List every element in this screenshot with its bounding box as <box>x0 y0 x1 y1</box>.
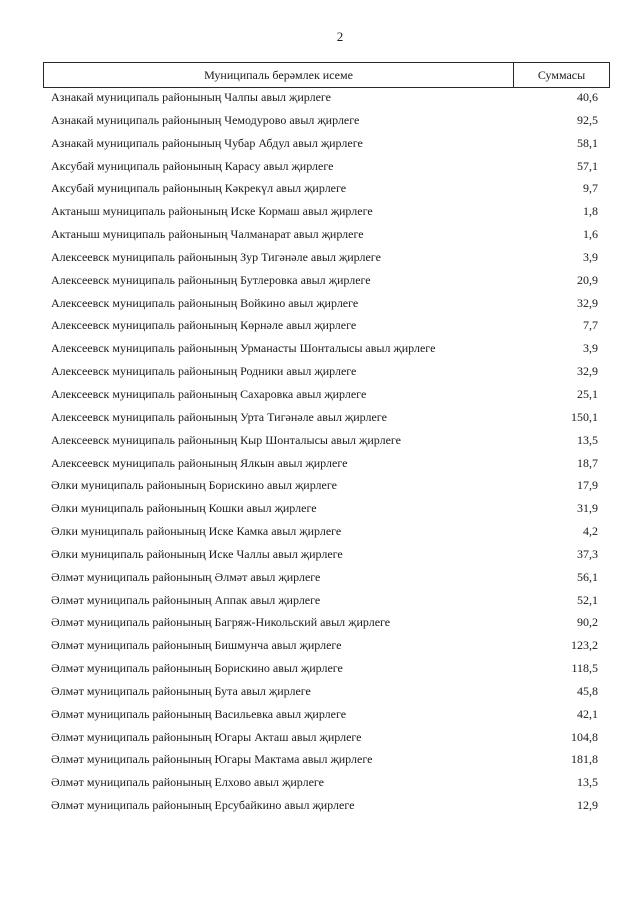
table-row <box>43 135 610 158</box>
table-row <box>43 614 610 637</box>
sum-value: 1,6 <box>583 227 598 242</box>
sum-value: 90,2 <box>577 615 598 630</box>
sum-value: 104,8 <box>571 729 598 744</box>
sum-value: 181,8 <box>571 752 598 767</box>
table-row <box>43 386 610 409</box>
sum-value: 12,9 <box>577 798 598 813</box>
header-municipality-name: Муниципаль берәмлек исеме <box>44 63 514 87</box>
municipality-name: Әлки муниципаль районының Кошки авыл җирлеге <box>51 501 317 516</box>
municipality-name: Әлки муниципаль районының Иске Камка авыл җирлеге <box>51 524 342 539</box>
table-row <box>43 249 610 272</box>
table-row <box>43 592 610 615</box>
municipality-name: Алексеевск муниципаль районының Войкино авыл җирлеге <box>51 295 359 310</box>
sum-value: 58,1 <box>577 135 598 150</box>
table-row <box>43 409 610 432</box>
municipality-name: Әлмәт муниципаль районының Югары Мактама авыл җирлеге <box>51 752 373 767</box>
table-row <box>43 317 610 340</box>
sum-value: 150,1 <box>571 409 598 424</box>
table-row <box>43 477 610 500</box>
sum-value: 20,9 <box>577 272 598 287</box>
table-row <box>43 751 610 774</box>
table-row <box>43 112 610 135</box>
sum-value: 123,2 <box>571 638 598 653</box>
sum-value: 3,9 <box>583 341 598 356</box>
municipality-name: Әлмәт муниципаль районының Әлмәт авыл җирлеге <box>51 569 321 584</box>
sum-value: 1,8 <box>583 204 598 219</box>
sum-value: 17,9 <box>577 478 598 493</box>
municipality-name: Алексеевск муниципаль районының Урманасты Шонталысы авыл җирлеге <box>51 341 436 356</box>
sum-value: 45,8 <box>577 683 598 698</box>
sum-value: 56,1 <box>577 569 598 584</box>
header-sum: Суммасы <box>537 67 586 82</box>
sum-value: 7,7 <box>583 318 598 333</box>
table-row <box>43 569 610 592</box>
table-row <box>43 340 610 363</box>
municipality-name: Аксубай муниципаль районының Карасу авыл җирлеге <box>51 158 334 173</box>
sum-value: 3,9 <box>583 249 598 264</box>
allocation-table <box>43 62 610 820</box>
municipality-name: Әлмәт муниципаль районының Бишмунча авыл җирлеге <box>51 638 342 653</box>
sum-value: 9,7 <box>583 181 598 196</box>
municipality-name: Әлмәт муниципаль районының Аппак авыл җирлеге <box>51 592 321 607</box>
table-body <box>43 89 610 820</box>
table-header <box>43 62 610 88</box>
municipality-name: Алексеевск муниципаль районының Урта Тигәнәле авыл җирлеге <box>51 409 387 424</box>
municipality-name: Әлмәт муниципаль районының Багряж-Никольский авыл җирлеге <box>51 615 391 630</box>
sum-value: 18,7 <box>577 455 598 470</box>
sum-value: 57,1 <box>577 158 598 173</box>
municipality-name: Азнакай муниципаль районының Чалпы авыл җирлеге <box>51 90 331 104</box>
table-row <box>43 226 610 249</box>
table-row <box>43 523 610 546</box>
municipality-name: Әлмәт муниципаль районының Югары Акташ авыл җирлеге <box>51 729 362 744</box>
sum-value: 32,9 <box>577 364 598 379</box>
municipality-name: Алексеевск муниципаль районының Сахаровка авыл җирлеге <box>51 386 367 401</box>
sum-value: 40,6 <box>577 90 598 104</box>
table-row <box>43 272 610 295</box>
table-row <box>43 432 610 455</box>
sum-value: 92,5 <box>577 112 598 127</box>
table-row <box>43 706 610 729</box>
sum-value: 13,5 <box>577 432 598 447</box>
sum-value: 37,3 <box>577 546 598 561</box>
municipality-name: Алексеевск муниципаль районының Зур Тигәнәле авыл җирлеге <box>51 249 381 264</box>
municipality-name: Алексеевск муниципаль районының Кыр Шонталысы авыл җирлеге <box>51 432 401 447</box>
table-row <box>43 774 610 797</box>
table-row <box>43 455 610 478</box>
municipality-name: Азнакай муниципаль районының Чубар Абдул авыл җирлеге <box>51 135 363 150</box>
municipality-name: Актаныш муниципаль районының Чалманарат авыл җирлеге <box>51 227 364 242</box>
sum-value: 13,5 <box>577 775 598 790</box>
sum-value: 4,2 <box>583 524 598 539</box>
table-row <box>43 500 610 523</box>
municipality-name: Алексеевск муниципаль районының Көрнәле авыл җирлеге <box>51 318 357 333</box>
municipality-name: Әлки муниципаль районының Борискино авыл җирлеге <box>51 478 337 493</box>
table-row <box>43 729 610 752</box>
municipality-name: Әлмәт муниципаль районының Борискино авыл җирлеге <box>51 661 343 676</box>
page-number: 2 <box>336 29 344 44</box>
table-row <box>43 363 610 386</box>
sum-value: 118,5 <box>571 661 598 676</box>
municipality-name: Әлмәт муниципаль районының Васильевка авыл җирлеге <box>51 706 347 721</box>
sum-value: 31,9 <box>577 501 598 516</box>
municipality-name: Аксубай муниципаль районының Кәкрекүл авыл җирлеге <box>51 181 347 196</box>
municipality-name: Алексеевск муниципаль районының Ялкын авыл җирлеге <box>51 455 348 470</box>
table-row <box>43 797 610 820</box>
sum-value: 25,1 <box>577 386 598 401</box>
municipality-name: Әлмәт муниципаль районының Ерсубайкино авыл җирлеге <box>51 798 355 813</box>
sum-value: 32,9 <box>577 295 598 310</box>
sum-value: 52,1 <box>577 592 598 607</box>
table-row <box>43 89 610 112</box>
table-row <box>43 158 610 181</box>
table-row <box>43 295 610 318</box>
municipality-name: Алексеевск муниципаль районының Бутлеровка авыл җирлеге <box>51 272 371 287</box>
municipality-name: Алексеевск муниципаль районының Родники авыл җирлеге <box>51 364 357 379</box>
municipality-name: Әлки муниципаль районының Иске Чаллы авыл җирлеге <box>51 546 343 561</box>
sum-value: 42,1 <box>577 706 598 721</box>
table-row <box>43 180 610 203</box>
table-row <box>43 683 610 706</box>
municipality-name: Азнакай муниципаль районының Чемодурово авыл җирлеге <box>51 112 360 127</box>
municipality-name: Актаныш муниципаль районының Иске Кормаш авыл җирлеге <box>51 204 373 219</box>
table-row <box>43 203 610 226</box>
municipality-name: Әлмәт муниципаль районының Елхово авыл җирлеге <box>51 775 324 790</box>
table-row <box>43 660 610 683</box>
municipality-name: Әлмәт муниципаль районының Бута авыл җирлеге <box>51 683 311 698</box>
table-row <box>43 546 610 569</box>
table-row <box>43 637 610 660</box>
